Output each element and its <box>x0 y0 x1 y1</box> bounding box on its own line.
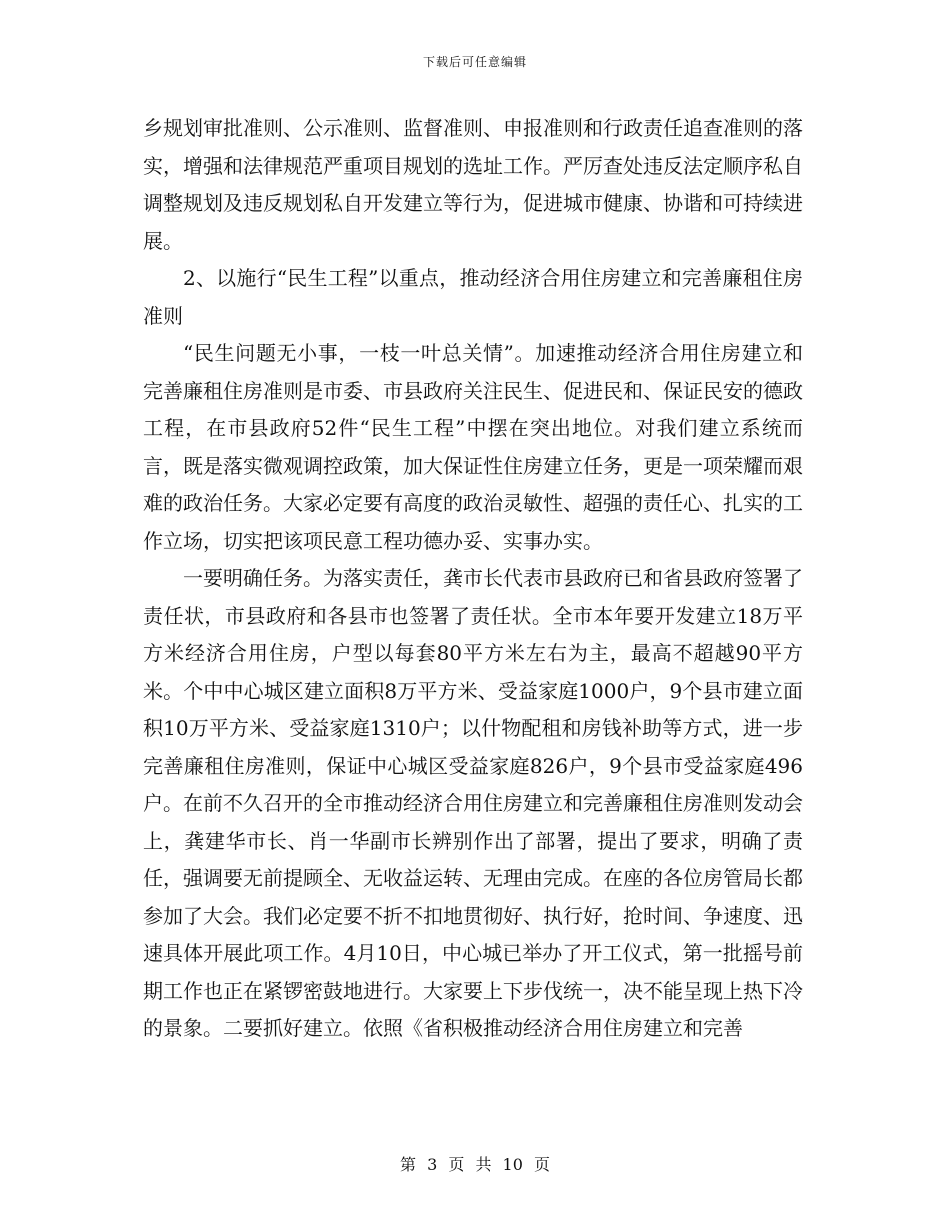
paragraph-planning-rules: 乡规划审批准则、公示准则、监督准则、申报准则和行政责任追查准则的落实，增强和法律规范严重项目规划的选址工作。严厉查处违反法定顺序私自调整规划及违反规划私自开发建立等行为，促进城市健康、协谐和可持续进展。 <box>143 116 803 253</box>
page-header-note: 下载后可任意编辑 <box>422 55 527 69</box>
paragraph-tasks: 一要明确任务。为落实责任，龚市长代表市县政府已和省县政府签署了责任状，市县政府和各县市也签署了责任状。全市本年要开发建立18万平方米经济合用住房，户型以每套80平方米左右为主，最高不超越90平方米。个中中心城区建立面积8万平方米、受益家庭1000户，9个县市建立面积10万平方米、受益家庭1310户；以什物配租和房钱补助等方式，进一步完善廉租住房准则，保证中心城区受益家庭826户，9个县市受益家庭496户。在前不久召开的全市推动经济合用住房建立和完善廉租住房准则发动会上，龚建华市长、肖一华副市长辨别作出了部署，提出了要求，明确了责任，强调要无前提顾全、无收益运转、无理由完成。在座的各位房管局长都参加了大会。我们必定要不折不扣地贯彻好、执行好，抢时间、争速度、迅速具体开展此项工作。4月10日，中心城已举办了开工仪式，第一批摇号前期工作也正在紧锣密鼓地进行。大家要上下步伐统一，决不能呈现上热下冷的景象。二要抓好建立。依照《省积极推动经济合用住房建立和完善 <box>143 566 803 1040</box>
section-heading-livelihood: 2、以施行“民生工程”以重点，推动经济合用住房建立和完善廉租住房准则 <box>143 266 803 328</box>
document-body <box>143 110 803 1048</box>
paragraph-livelihood: “民生问题无小事，一枝一叶总关情”。加速推动经济合用住房建立和完善廉租住房准则是市委、市县政府关注民生、促进民和、保证民安的德政工程，在市县政府52件“民生工程”中摆在突出地位。对我们建立系统而言，既是落实微观调控政策，加大保证性住房建立任务，更是一项荣耀而艰难的政治任务。大家必定要有高度的政治灵敏性、超强的责任心、扎实的工作立场，切实把该项民意工程功德办妥、实事办实。 <box>143 341 803 553</box>
page-number-footer: 第 3 页 共 10 页 <box>400 1155 550 1174</box>
